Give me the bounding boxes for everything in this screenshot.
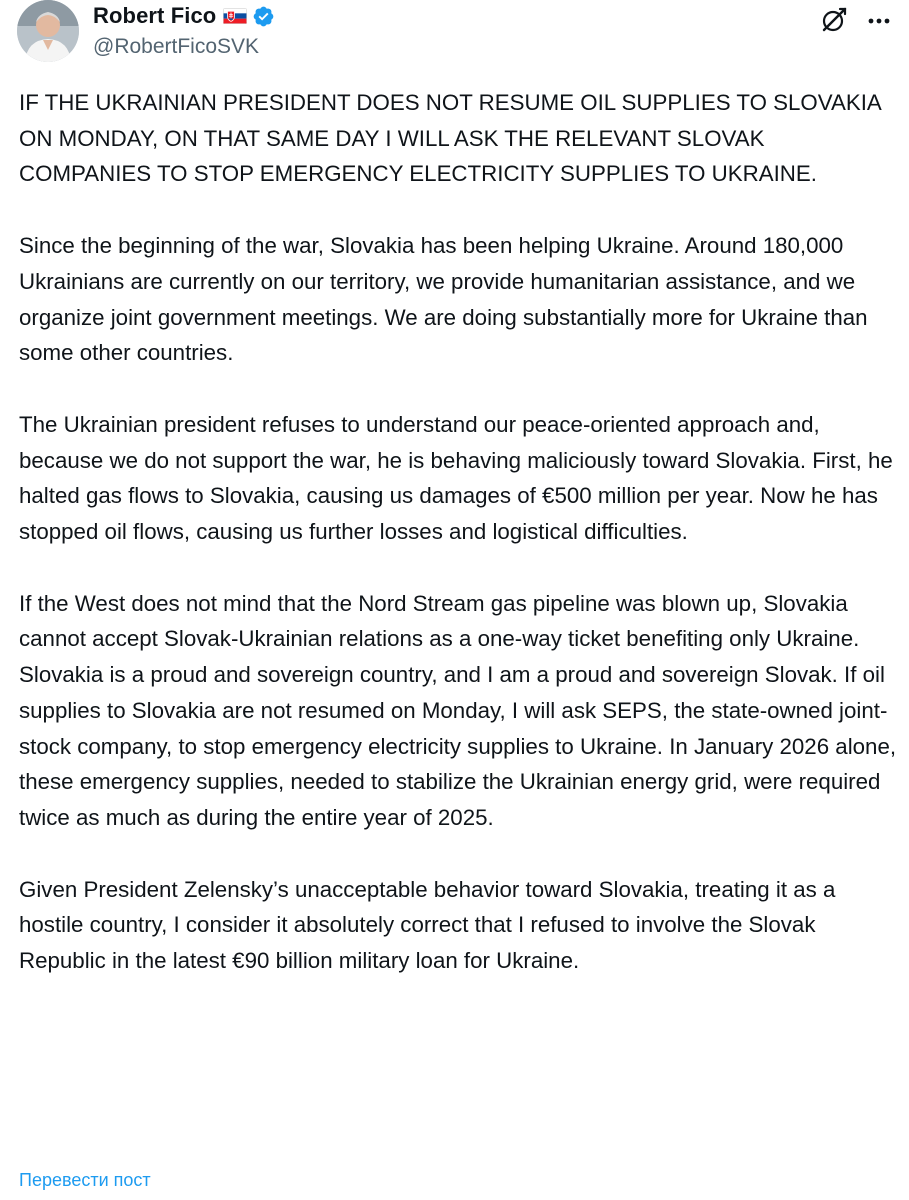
- author-block: [93, 2, 275, 59]
- slovakia-flag-icon: [223, 8, 247, 24]
- avatar[interactable]: [17, 0, 79, 62]
- grok-icon[interactable]: [820, 6, 848, 34]
- post-header: [17, 0, 892, 70]
- author-handle[interactable]: @RobertFicoSVK: [93, 35, 260, 58]
- post-paragraph: The Ukrainian president refuses to understand our peace-oriented approach and, because we do not support the war, he is behaving maliciously toward Slovakia. First, he halted gas flows to Slovakia, causing us damages of €500 million per year. Now he has stopped oil flows, causing us further losses and logistical difficulties.: [19, 411, 893, 545]
- post-paragraph: IF THE UKRAINIAN PRESIDENT DOES NOT RESUME OIL SUPPLIES TO SLOVAKIA ON MONDAY, ON THAT SAME DAY I WILL ASK THE RELEVANT SLOVAK COMPANIES TO STOP EMERGENCY ELECTRICITY SUPPLIES TO UKRAINE.: [19, 90, 881, 187]
- post-paragraph: Since the beginning of the war, Slovakia has been helping Ukraine. Around 180,000 Ukrainians are currently on our territory, we provide humanitarian assistance, and we organize joint government meetings. We are doing substantially more for Ukraine than some other countries.: [19, 233, 868, 366]
- verified-badge-icon[interactable]: [252, 5, 275, 28]
- more-icon[interactable]: [866, 8, 892, 34]
- display-name[interactable]: Robert Fico: [93, 3, 217, 28]
- post-text: [19, 85, 899, 979]
- translate-post-link[interactable]: Перевести пост: [19, 1170, 151, 1190]
- post-paragraph: Given President Zelensky’s unacceptable behavior toward Slovakia, treating it as a hostile country, I consider it absolutely correct that I refused to involve the Slovak Republic in the latest €90 billion military loan for Ukraine.: [19, 876, 836, 974]
- post-paragraph: If the West does not mind that the Nord Stream gas pipeline was blown up, Slovakia cannot accept Slovak-Ukrainian relations as a one-way ticket benefiting only Ukraine. Slovakia is a proud and sovereign country, and I am a proud and sovereign Slovak. If oil supplies to Slovakia are not resumed on Monday, I will ask SEPS, the state-owned joint-stock company, to stop emergency electricity supplies to Ukraine. In January 2026 alone, these emergency supplies, needed to stabilize the Ukrainian energy grid, were required twice as much as during the entire year of 2025.: [19, 590, 897, 830]
- name-row: [93, 2, 275, 30]
